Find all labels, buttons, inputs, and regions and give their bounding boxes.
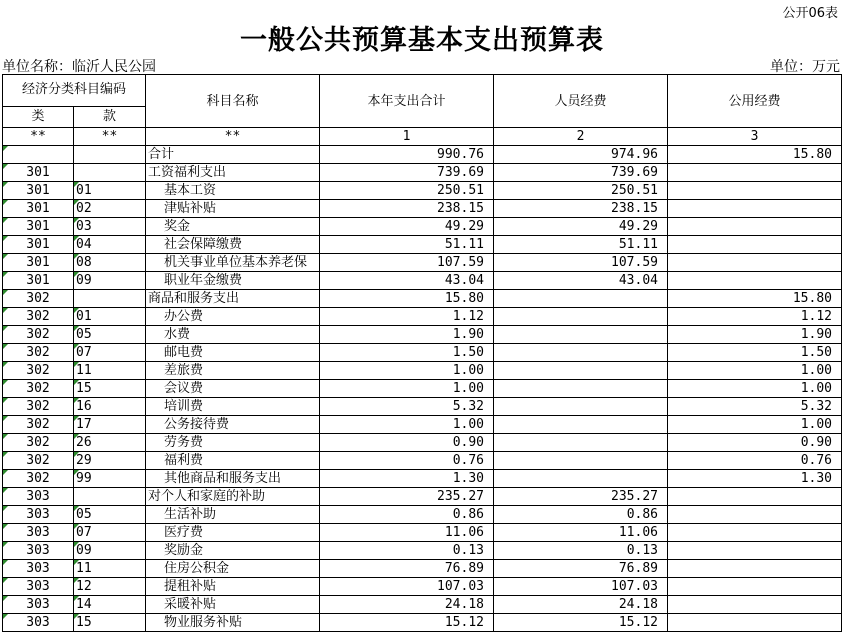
public-cell: [668, 524, 842, 542]
public-cell: 1.00: [668, 416, 842, 434]
total-cell: 15.12: [320, 614, 494, 632]
item-code-cell: 05: [74, 326, 146, 344]
total-cell: 0.76: [320, 452, 494, 470]
total-cell: 51.11: [320, 236, 494, 254]
category-code-cell: 303: [3, 488, 74, 506]
total-cell: 24.18: [320, 596, 494, 614]
item-code-cell: 08: [74, 254, 146, 272]
index-cell: 1: [320, 128, 494, 146]
budget-table: [2, 74, 842, 632]
index-cell: 3: [668, 128, 842, 146]
item-code-cell: 16: [74, 398, 146, 416]
category-code-cell: 301: [3, 218, 74, 236]
public-cell: [668, 164, 842, 182]
personnel-cell: 0.13: [494, 542, 668, 560]
personnel-cell: [494, 290, 668, 308]
total-cell: 250.51: [320, 182, 494, 200]
subject-name-cell: 劳务费: [146, 434, 320, 452]
category-code-cell: 303: [3, 560, 74, 578]
subject-name-cell: 提租补贴: [146, 578, 320, 596]
public-cell: [668, 542, 842, 560]
table-row: [3, 488, 842, 506]
total-cell: 1.00: [320, 416, 494, 434]
personnel-cell: [494, 362, 668, 380]
personnel-cell: 107.59: [494, 254, 668, 272]
table-row: [3, 452, 842, 470]
total-cell: 0.13: [320, 542, 494, 560]
subject-name-cell: 职业年金缴费: [146, 272, 320, 290]
item-code-cell: 99: [74, 470, 146, 488]
subject-name-cell: 津贴补贴: [146, 200, 320, 218]
public-cell: 1.12: [668, 308, 842, 326]
table-row: [3, 416, 842, 434]
total-cell: 76.89: [320, 560, 494, 578]
page-title: 一般公共预算基本支出预算表: [240, 25, 604, 56]
subject-name-cell: 对个人和家庭的补助: [146, 488, 320, 506]
total-cell: 49.29: [320, 218, 494, 236]
category-code-cell: 301: [3, 182, 74, 200]
item-code-cell: 07: [74, 524, 146, 542]
subject-name-cell: 邮电费: [146, 344, 320, 362]
table-row: [3, 146, 842, 164]
item-code-cell: 07: [74, 344, 146, 362]
subject-name-cell: 采暖补贴: [146, 596, 320, 614]
category-code-cell: 303: [3, 542, 74, 560]
subject-name-cell: 奖励金: [146, 542, 320, 560]
item-code-cell: 26: [74, 434, 146, 452]
public-cell: 1.00: [668, 362, 842, 380]
table-body: [3, 146, 842, 632]
item-code-cell: 04: [74, 236, 146, 254]
category-code-cell: 303: [3, 578, 74, 596]
table-row: [3, 506, 842, 524]
item-code-cell: 11: [74, 560, 146, 578]
table-row: [3, 254, 842, 272]
personnel-cell: 76.89: [494, 560, 668, 578]
subject-name-cell: 社会保障缴费: [146, 236, 320, 254]
total-cell: 739.69: [320, 164, 494, 182]
header-item: 款: [74, 106, 146, 127]
category-code-cell: 302: [3, 416, 74, 434]
unit-measure: 单位：万元: [770, 59, 840, 75]
public-cell: [668, 506, 842, 524]
subject-name-cell: 合计: [146, 146, 320, 164]
item-code-cell: 02: [74, 200, 146, 218]
subject-name-cell: 福利费: [146, 452, 320, 470]
personnel-cell: 15.12: [494, 614, 668, 632]
subject-name-cell: 生活补助: [146, 506, 320, 524]
unit-name: 单位名称：临沂人民公园: [2, 59, 156, 75]
index-cell: 2: [494, 128, 668, 146]
index-row: [3, 128, 842, 146]
public-cell: 5.32: [668, 398, 842, 416]
total-cell: 43.04: [320, 272, 494, 290]
category-code-cell: 303: [3, 614, 74, 632]
public-cell: 0.90: [668, 434, 842, 452]
table-row: [3, 218, 842, 236]
item-code-cell: 01: [74, 308, 146, 326]
public-cell: [668, 578, 842, 596]
table-row: [3, 560, 842, 578]
personnel-cell: 51.11: [494, 236, 668, 254]
personnel-cell: 250.51: [494, 182, 668, 200]
total-cell: 1.90: [320, 326, 494, 344]
table-row: [3, 200, 842, 218]
subject-name-cell: 公务接待费: [146, 416, 320, 434]
subject-name-cell: 商品和服务支出: [146, 290, 320, 308]
personnel-cell: [494, 398, 668, 416]
total-cell: 1.30: [320, 470, 494, 488]
category-code-cell: 301: [3, 164, 74, 182]
public-cell: [668, 254, 842, 272]
total-cell: 107.59: [320, 254, 494, 272]
table-row: [3, 398, 842, 416]
personnel-cell: [494, 470, 668, 488]
table-row: [3, 236, 842, 254]
category-code-cell: 302: [3, 398, 74, 416]
subject-name-cell: 机关事业单位基本养老保: [146, 254, 320, 272]
item-code-cell: [74, 488, 146, 506]
category-code-cell: 301: [3, 200, 74, 218]
item-code-cell: [74, 290, 146, 308]
category-code-cell: 302: [3, 362, 74, 380]
item-code-cell: 15: [74, 614, 146, 632]
table-row: [3, 290, 842, 308]
table-row: [3, 542, 842, 560]
index-cell: **: [74, 128, 146, 146]
table-row: [3, 164, 842, 182]
category-code-cell: 302: [3, 470, 74, 488]
item-code-cell: 12: [74, 578, 146, 596]
public-cell: [668, 182, 842, 200]
category-code-cell: 303: [3, 506, 74, 524]
public-cell: [668, 272, 842, 290]
total-cell: 5.32: [320, 398, 494, 416]
personnel-cell: 24.18: [494, 596, 668, 614]
subject-name-cell: 住房公积金: [146, 560, 320, 578]
item-code-cell: 03: [74, 218, 146, 236]
table-row: [3, 272, 842, 290]
public-cell: [668, 596, 842, 614]
personnel-cell: 11.06: [494, 524, 668, 542]
table-row: [3, 596, 842, 614]
public-cell: [668, 236, 842, 254]
personnel-cell: 739.69: [494, 164, 668, 182]
table-row: [3, 182, 842, 200]
public-cell: [668, 488, 842, 506]
public-cell: [668, 218, 842, 236]
public-cell: [668, 560, 842, 578]
item-code-cell: 29: [74, 452, 146, 470]
category-code-cell: 301: [3, 254, 74, 272]
item-code-cell: 11: [74, 362, 146, 380]
personnel-cell: 235.27: [494, 488, 668, 506]
personnel-cell: 43.04: [494, 272, 668, 290]
total-cell: 235.27: [320, 488, 494, 506]
public-cell: [668, 614, 842, 632]
total-cell: 238.15: [320, 200, 494, 218]
category-code-cell: 303: [3, 596, 74, 614]
public-cell: [668, 200, 842, 218]
public-cell: 15.80: [668, 290, 842, 308]
subject-name-cell: 差旅费: [146, 362, 320, 380]
category-code-cell: 302: [3, 308, 74, 326]
category-code-cell: 301: [3, 236, 74, 254]
item-code-cell: 01: [74, 182, 146, 200]
item-code-cell: 09: [74, 542, 146, 560]
category-code-cell: 302: [3, 452, 74, 470]
subject-name-cell: 其他商品和服务支出: [146, 470, 320, 488]
item-code-cell: [74, 146, 146, 164]
subject-name-cell: 工资福利支出: [146, 164, 320, 182]
form-code: 公开06表: [782, 6, 838, 21]
subject-name-cell: 奖金: [146, 218, 320, 236]
total-cell: 990.76: [320, 146, 494, 164]
personnel-cell: 974.96: [494, 146, 668, 164]
item-code-cell: 17: [74, 416, 146, 434]
table-header: [3, 75, 842, 146]
table-row: [3, 308, 842, 326]
header-total: 本年支出合计: [320, 75, 494, 128]
item-code-cell: 05: [74, 506, 146, 524]
total-cell: 107.03: [320, 578, 494, 596]
personnel-cell: [494, 416, 668, 434]
subject-name-cell: 医疗费: [146, 524, 320, 542]
table-row: [3, 344, 842, 362]
item-code-cell: 09: [74, 272, 146, 290]
total-cell: 1.00: [320, 380, 494, 398]
item-code-cell: [74, 164, 146, 182]
total-cell: 15.80: [320, 290, 494, 308]
public-cell: 1.50: [668, 344, 842, 362]
header-personnel: 人员经费: [494, 75, 668, 128]
category-code-cell: 302: [3, 344, 74, 362]
personnel-cell: [494, 344, 668, 362]
public-cell: 0.76: [668, 452, 842, 470]
header-category: 类: [3, 106, 74, 127]
personnel-cell: [494, 380, 668, 398]
subject-name-cell: 会议费: [146, 380, 320, 398]
public-cell: 1.90: [668, 326, 842, 344]
personnel-cell: 0.86: [494, 506, 668, 524]
table-row: [3, 524, 842, 542]
table-row: [3, 326, 842, 344]
public-cell: 1.30: [668, 470, 842, 488]
category-code-cell: [3, 146, 74, 164]
table-row: [3, 578, 842, 596]
index-cell: **: [3, 128, 74, 146]
personnel-cell: [494, 326, 668, 344]
subject-name-cell: 水费: [146, 326, 320, 344]
total-cell: 1.00: [320, 362, 494, 380]
subject-name-cell: 基本工资: [146, 182, 320, 200]
table-row: [3, 614, 842, 632]
total-cell: 1.50: [320, 344, 494, 362]
header-public: 公用经费: [668, 75, 842, 128]
table-row: [3, 362, 842, 380]
public-cell: 1.00: [668, 380, 842, 398]
category-code-cell: 302: [3, 290, 74, 308]
total-cell: 0.86: [320, 506, 494, 524]
table-row: [3, 434, 842, 452]
item-code-cell: 15: [74, 380, 146, 398]
public-cell: 15.80: [668, 146, 842, 164]
total-cell: 1.12: [320, 308, 494, 326]
category-code-cell: 302: [3, 326, 74, 344]
personnel-cell: 49.29: [494, 218, 668, 236]
personnel-cell: [494, 308, 668, 326]
category-code-cell: 301: [3, 272, 74, 290]
personnel-cell: [494, 434, 668, 452]
header-subject-name: 科目名称: [146, 75, 320, 128]
personnel-cell: 238.15: [494, 200, 668, 218]
category-code-cell: 302: [3, 434, 74, 452]
total-cell: 0.90: [320, 434, 494, 452]
table-row: [3, 380, 842, 398]
subject-name-cell: 培训费: [146, 398, 320, 416]
header-econ-code: 经济分类科目编码: [3, 75, 146, 107]
subject-name-cell: 物业服务补贴: [146, 614, 320, 632]
item-code-cell: 14: [74, 596, 146, 614]
category-code-cell: 303: [3, 524, 74, 542]
personnel-cell: [494, 452, 668, 470]
category-code-cell: 302: [3, 380, 74, 398]
subject-name-cell: 办公费: [146, 308, 320, 326]
index-cell: **: [146, 128, 320, 146]
personnel-cell: 107.03: [494, 578, 668, 596]
table-row: [3, 470, 842, 488]
total-cell: 11.06: [320, 524, 494, 542]
